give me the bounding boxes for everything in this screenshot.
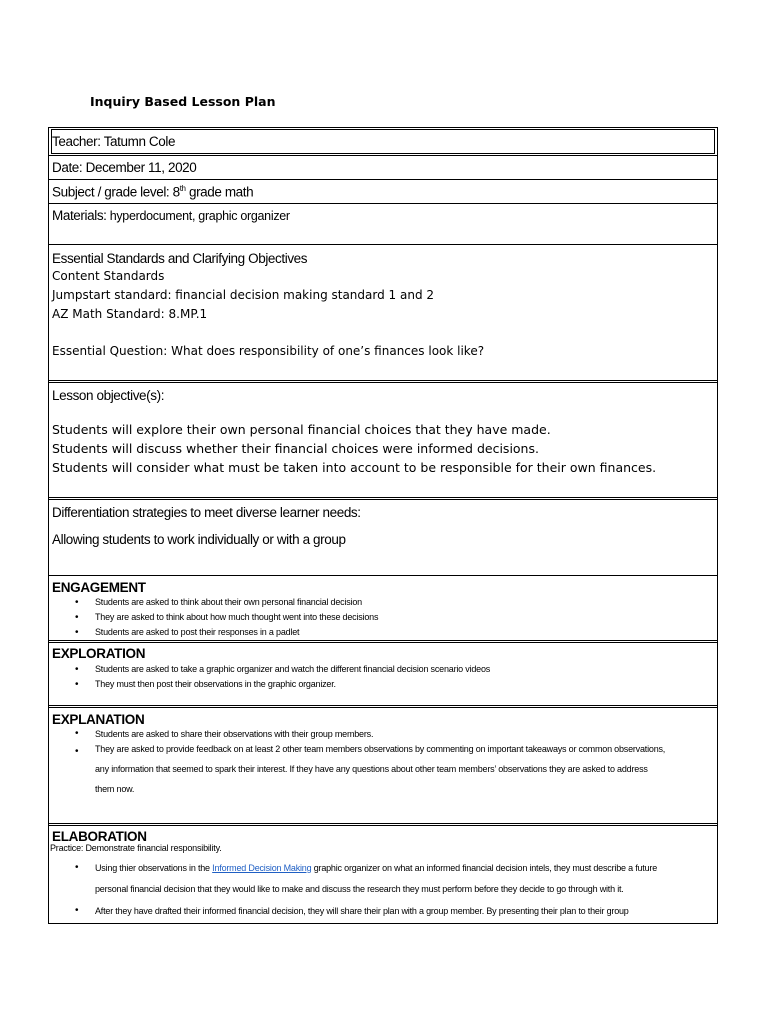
materials-label: Materials: xyxy=(52,208,107,223)
az-math-standard: AZ Math Standard: 8.MP.1 xyxy=(52,307,208,321)
explanation-heading: EXPLANATION xyxy=(52,712,145,727)
explanation-item: • Students are asked to share their observations with their group members. xyxy=(95,727,717,741)
elaboration-item-line: personal financial decision that they would like to make and discuss the research they must perform before they decide to go through with it. xyxy=(95,884,624,894)
elaboration-practice: Practice: Demonstrate financial responsibility. xyxy=(50,843,222,853)
elaboration-section xyxy=(49,823,717,923)
subject-row xyxy=(49,179,717,203)
explanation-item-line: • They are asked to provide feedback on at least 2 other team members observations by commenting on important takeaways or common observations, xyxy=(95,744,666,754)
content-standards-label: Content Standards xyxy=(52,269,165,283)
explanation-section xyxy=(49,705,717,823)
differentiation-heading: Differentiation strategies to meet diverse learner needs: xyxy=(52,505,361,520)
objectives-heading: Lesson objective(s): xyxy=(52,388,165,403)
standards-heading: Essential Standards and Clarifying Objectives xyxy=(52,251,308,266)
exploration-heading: EXPLORATION xyxy=(52,646,146,661)
document-title: Inquiry Based Lesson Plan xyxy=(90,94,276,109)
informed-decision-making-link[interactable]: Informed Decision Making xyxy=(212,863,312,873)
exploration-section xyxy=(49,640,717,705)
elaboration-heading: ELABORATION xyxy=(52,829,147,844)
engagement-item: • Students are asked to post their responses in a padlet xyxy=(95,625,717,640)
explanation-item-line: them now. xyxy=(95,784,135,794)
materials-value: hyperdocument, graphic organizer xyxy=(106,209,290,223)
objective-item: Students will consider what must be taken into account to be responsible for their own finances. xyxy=(52,460,657,475)
lesson-plan-table xyxy=(48,127,718,924)
materials-row xyxy=(49,203,717,244)
teacher-row xyxy=(49,128,717,155)
grade-ordinal: th xyxy=(179,184,186,193)
essential-question: Essential Question: What does responsibility of one’s finances look like? xyxy=(52,344,485,358)
explanation-item xyxy=(95,742,717,796)
elaboration-item: • After they have drafted their informed financial decision, they will share their plan with a group member. By presenting their plan to their group xyxy=(95,904,717,918)
exploration-item: • They must then post their observations in the graphic organizer. xyxy=(95,677,717,692)
differentiation-text: Allowing students to work individually or with a group xyxy=(52,532,346,547)
date-row xyxy=(49,155,717,179)
engagement-heading: ENGAGEMENT xyxy=(52,580,146,595)
differentiation-section xyxy=(49,497,717,575)
teacher-name: Tatumn Cole xyxy=(103,134,176,149)
engagement-item: • They are asked to think about how much thought went into these decisions xyxy=(95,610,717,625)
objective-item: Students will discuss whether their financial choices were informed decisions. xyxy=(52,441,539,456)
subject-tail: grade math xyxy=(185,184,254,200)
explanation-item-line: any information that seemed to spark their interest. If they have any questions about other team members’ observations they are asked to address xyxy=(95,764,648,774)
subject-label: Subject / grade level: 8 xyxy=(52,184,180,200)
exploration-item: • Students are asked to take a graphic organizer and watch the different financial decision scenario videos xyxy=(95,662,717,677)
elaboration-item-pre: Using thier observations in the xyxy=(95,863,213,873)
standards-section xyxy=(49,244,717,380)
engagement-section xyxy=(49,575,717,640)
elaboration-item-post: graphic organizer on what an informed financial decision intels, they must describe a future xyxy=(311,863,658,873)
objectives-section xyxy=(49,380,717,497)
elaboration-item xyxy=(95,861,717,896)
date-label: Date: December 11, 2020 xyxy=(52,160,197,175)
objective-item: Students will explore their own personal financial choices that they have made. xyxy=(52,422,551,437)
engagement-item: • Students are asked to think about their own personal financial decision xyxy=(95,595,717,610)
teacher-label: Teacher: xyxy=(52,134,101,149)
jumpstart-standard: Jumpstart standard: financial decision making standard 1 and 2 xyxy=(52,288,435,302)
